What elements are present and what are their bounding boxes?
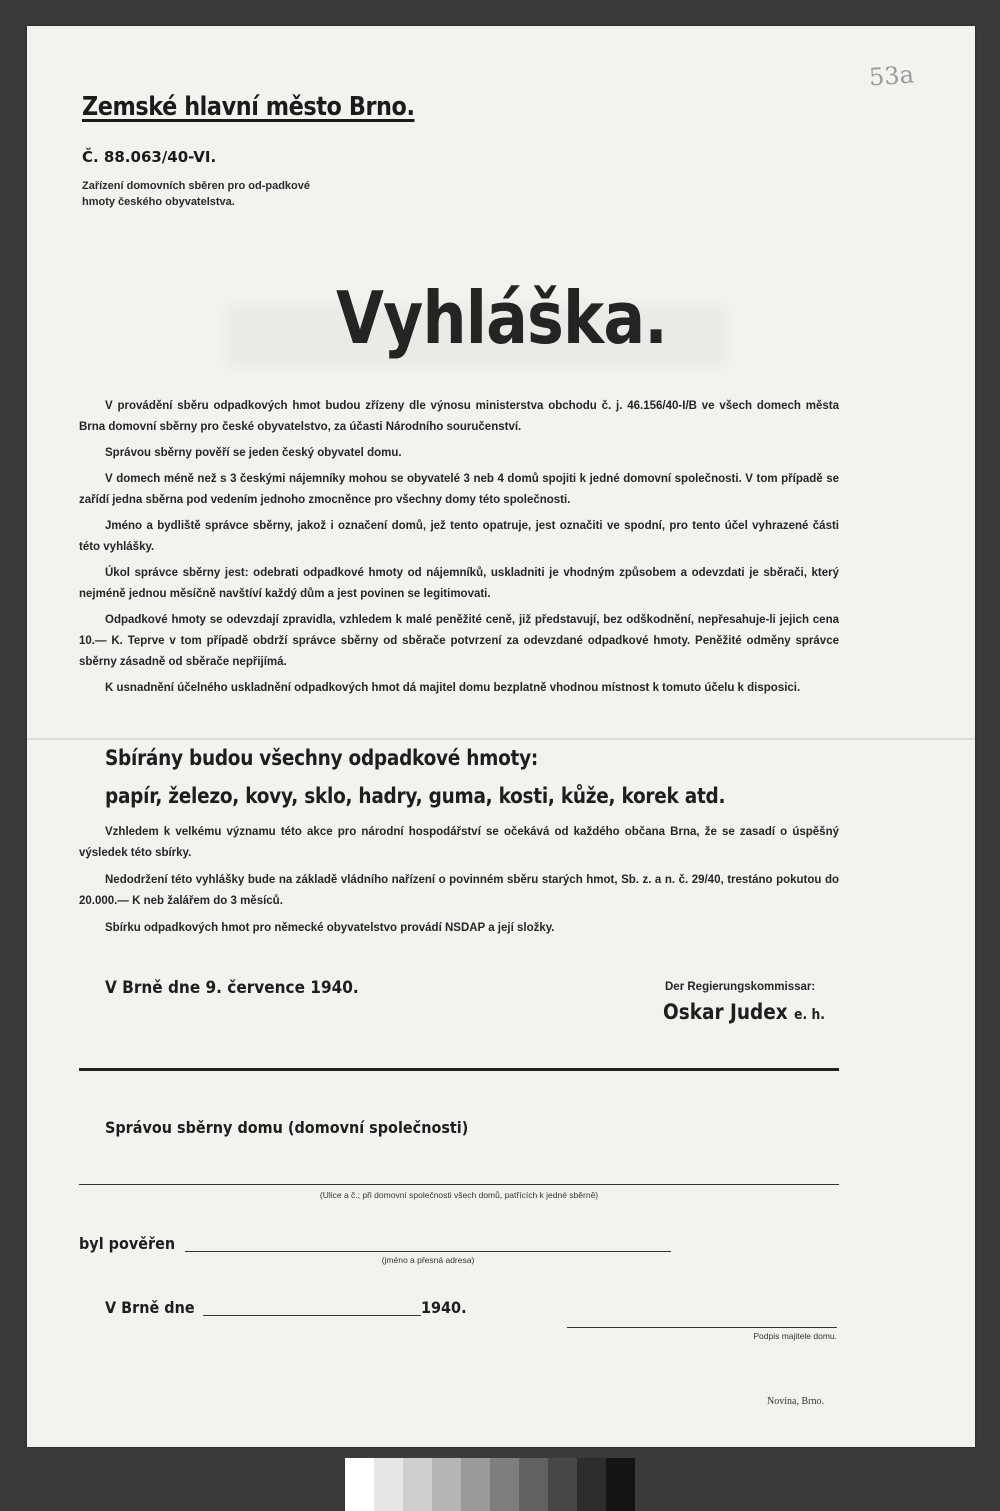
paragraph: Správou sběrny pověří se jeden český obyvatel domu. [105,447,402,459]
scale-patch [577,1458,606,1511]
owner-signature-line [567,1327,837,1328]
commissioner-role: Der Regierungskommissar: [665,981,816,993]
scale-patch [490,1458,519,1511]
paragraph: V domech méně než s 3 českými nájemníky mohou se obyvatelé 3 neb 4 domů spojiti k jedné domovní společnosti. V tom případě se zařídí jedna sběrna pod vedením jednoho zmocněnce pro všechny domy této společnosti. [79,473,839,506]
body-text-2 [79,822,839,945]
scale-patch [461,1458,490,1511]
title-text: Vyhláška. [335,276,667,360]
scale-patch [519,1458,548,1511]
printer-mark: Novina, Brno. [767,1396,824,1407]
appointed-label: byl pověřen [79,1234,176,1253]
paragraph: K usnadnění účelného uskladnění odpadkových hmot dá majitel domu bezplatně vhodnou místnost k tomuto účelu k disposici. [105,682,801,694]
paragraph: Odpadkové hmoty se odevzdají zpravidla, vzhledem k malé peněžité ceně, již představují, bez odškodnění, nepřesahuje-li jejich cena 10.— K. Teprve v tom případě obdrží správce sběrny od sběrače potvrzení za odevzdané odpadkové hmoty. Peněžité odměny správce sběrny zásadně od sběrače nepřijímá. [79,614,839,668]
document-title [27,276,975,360]
form-heading: Správou sběrny domu (domovní společnosti) [105,1118,469,1137]
date-fill-line [203,1315,421,1316]
paragraph: Sbírku odpadkových hmot pro německé obyvatelstvo provádí NSDAP a její složky. [105,922,555,934]
scale-patch [548,1458,577,1511]
owner-caption [567,1331,837,1341]
paragraph: Úkol správce sběrny jest: odebrati odpadkové hmoty od nájemníků, uskladniti je vhodným způsobem a odevzdati je sběrači, který nejméně jednou měsíčně navštíví každý dům a jest povinen se legitimovati. [79,567,839,600]
scale-patch [345,1458,374,1511]
street-fill-line [79,1184,839,1185]
body-text-1 [79,396,839,704]
paragraph: Vzhledem k velkému významu této akce pro národní hospodářství se očekává od každého občana Brna, že se zasadí o úspěšný výsledek této sbírky. [79,826,839,859]
emphasis-line-1: Sbírány budou všechny odpadkové hmoty: [105,746,539,770]
commissioner-name [663,1000,825,1024]
section-divider [79,1068,839,1071]
scale-patch [374,1458,403,1511]
owner-caption-text: Podpis majitele domu. [753,1331,837,1341]
appointed-fill-line [185,1251,671,1252]
scale-patch [403,1458,432,1511]
commissioner-name-text: Oskar Judex [663,1000,788,1024]
city-heading: Zemské hlavní město Brno. [82,92,415,122]
paragraph: V provádění sběru odpadkových hmot budou zřízeny dle výnosu ministerstva obchodu č. j. 46.156/40-I/B ve všech domech města Brna domovní sběrny pro české obyvatelstvo, za účasti Národního souručenství. [79,400,839,433]
scale-patch [606,1458,635,1511]
scale-patch [432,1458,461,1511]
date-line: V Brně dne 9. července 1940. [105,978,359,998]
subject-text: Zařízení domovních sběren pro od-padkové hmoty českého obyvatelstva. [82,180,310,208]
emphasis-line-2: papír, železo, kovy, sklo, hadry, guma, kosti, kůže, korek atd. [105,784,726,808]
name-caption: (jméno a přesná adresa) [381,1255,475,1265]
color-scale-bar [345,1458,635,1511]
signature-suffix: e. h. [794,1007,825,1023]
paper-fold [27,738,975,740]
document-sheet [27,26,975,1447]
paragraph: Jméno a bydliště správce sběrny, jakož i označení domů, jež tento opatruje, jest označiti ve spodní, pro tento účel vyhrazené části této vyhlášky. [79,520,839,553]
paragraph: Nedodržení této vyhlášky bude na základě vládního nařízení o povinném sběru starých hmot, Sb. z. a n. č. 29/40, trestáno pokutou do 20.000.— K neb žalářem do 3 měsíců. [79,874,839,907]
date-year: 1940. [421,1298,467,1317]
date-prefix: V Brně dne [105,1298,195,1317]
reference-number: Č. 88.063/40-VI. [82,148,217,166]
pencil-annotation: 53a [868,60,915,92]
street-caption: (Ulice a č.; při domovní společnosti všech domů, patřících k jedné sběrně) [319,1190,599,1200]
